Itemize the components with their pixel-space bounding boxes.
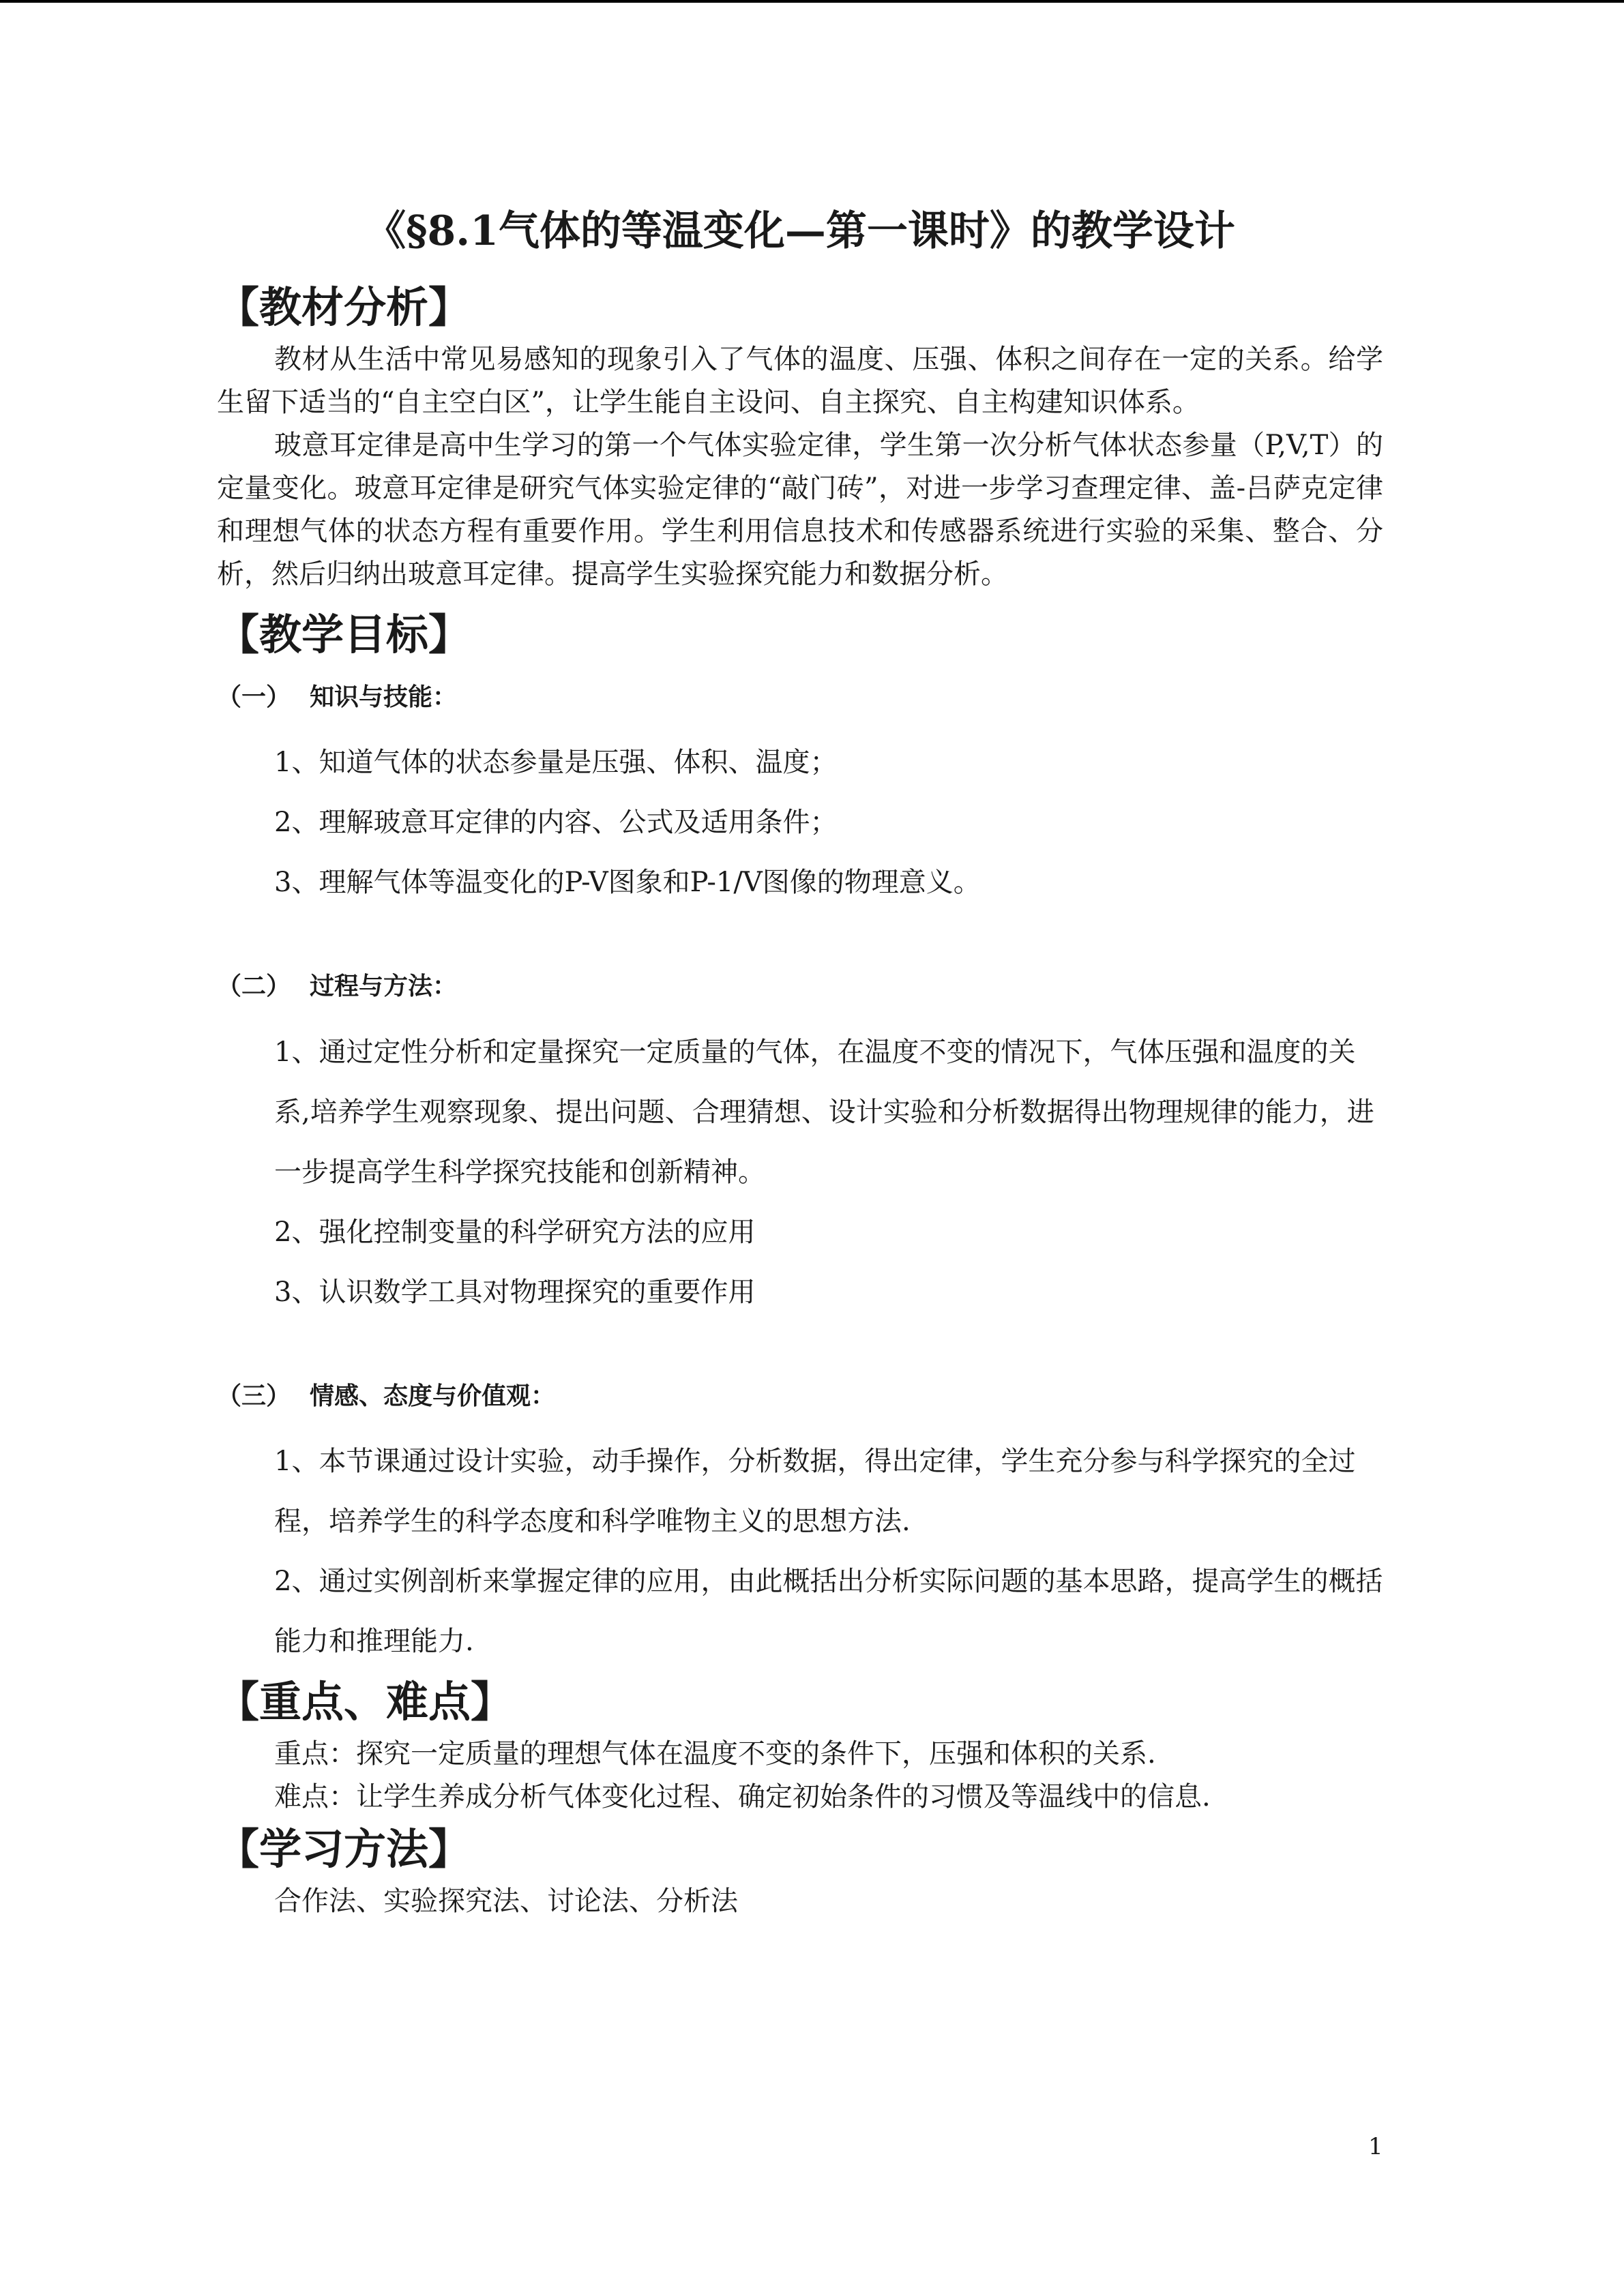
keypoint-difficulty: 难点：让学生养成分析气体变化过程、确定初始条件的习惯及等温线中的信息. [274, 1780, 1211, 1813]
section-heading-analysis: 【教材分析】 [217, 282, 471, 332]
section-heading-keypoints: 【重点、难点】 [217, 1676, 514, 1727]
objective-group-heading [217, 681, 1383, 715]
objective-item: 3、理解气体等温变化的P-V图象和P-1/V图像的物理意义。 [274, 867, 981, 899]
objective-item: 2、强化控制变量的科学研究方法的应用 [274, 1216, 756, 1248]
objective-item: 3、认识数学工具对物理探究的重要作用 [274, 1276, 756, 1308]
objective-item: 1、知道气体的状态参量是压强、体积、温度； [274, 747, 838, 779]
analysis-paragraph-1: 教材从生活中常见易感知的现象引入了气体的温度、压强、体积之间存在一定的关系。给学生留下适当的“自主空白区”，让学生能自主设问、自主探究、自主构建知识体系。 [217, 343, 1383, 418]
page-number: 1 [1368, 2133, 1383, 2160]
objective-item: 2、理解玻意耳定律的内容、公式及适用条件； [274, 807, 838, 839]
objective-item: 2、通过实例剖析来掌握定律的应用，由此概括出分析实际问题的基本思路，提高学生的概括能力和推理能力. [274, 1565, 1383, 1657]
section-heading-methods: 【学习方法】 [217, 1823, 471, 1874]
objective-group-label: 情感、态度与价值观： [310, 1382, 556, 1410]
section-heading-objectives: 【教学目标】 [217, 609, 471, 659]
objective-item: 1、通过定性分析和定量探究一定质量的气体，在温度不变的情况下，气体压强和温度的关系,培养学生观察现象、提出问题、合理猜想、设计实验和分析数据得出物理规律的能力，进一步提高学生科学探究技能和创新精神。 [274, 1036, 1374, 1188]
page-top-border [0, 0, 1624, 3]
objective-group-heading [217, 1380, 1383, 1414]
objective-group-number: （三） [217, 1382, 291, 1410]
objective-item: 1、本节课通过设计实验，动手操作，分析数据，得出定律，学生充分参与科学探究的全过程，培养学生的科学态度和科学唯物主义的思想方法. [274, 1445, 1356, 1537]
document-title: 《§8.1气体的等温变化—第一课时》的教学设计 [365, 207, 1235, 255]
objective-group-number: （二） [217, 972, 291, 1001]
document-page [217, 205, 1383, 1923]
objective-group-label: 知识与技能： [310, 683, 458, 711]
learning-methods-text: 合作法、实验探究法、讨论法、分析法 [274, 1885, 738, 1917]
objective-group-label: 过程与方法： [310, 972, 458, 1001]
objective-group-heading [217, 970, 1383, 1004]
objective-group-number: （一） [217, 683, 291, 711]
keypoint-focus: 重点：探究一定质量的理想气体在温度不变的条件下，压强和体积的关系. [274, 1738, 1156, 1770]
analysis-paragraph-2: 玻意耳定律是高中生学习的第一个气体实验定律，学生第一次分析气体状态参量（P,V,T）的定量变化。玻意耳定律是研究气体实验定律的“敲门砖”，对进一步学习查理定律、盖-吕萨克定律和理想气体的状态方程有重要作用。学生利用信息技术和传感器系统进行实验的采集、整合、分析，然后归纳出玻意耳定律。提高学生实验探究能力和数据分析。 [217, 429, 1383, 590]
